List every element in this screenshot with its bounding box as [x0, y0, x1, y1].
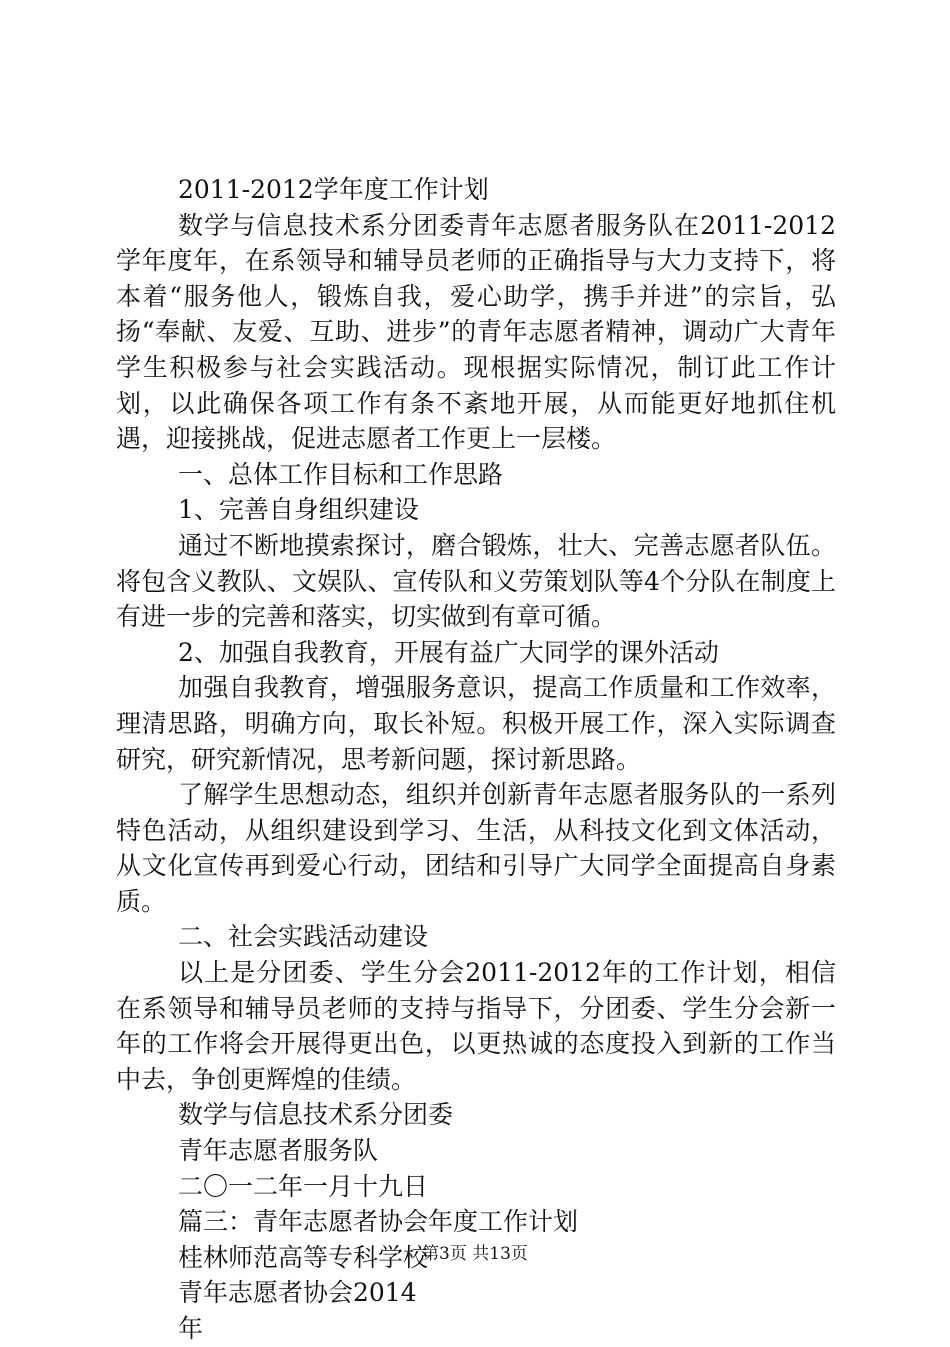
chapter-heading: 篇三：青年志愿者协会年度工作计划 — [178, 1207, 579, 1237]
signature-date: 二〇一二年一月十九日 — [178, 1171, 429, 1201]
subsection-heading-1: 1、完善自身组织建设 — [178, 495, 419, 525]
year-fragment: 年 — [178, 1314, 204, 1343]
subsection-heading-2: 2、加强自我教育，开展有益广大同学的课外活动 — [178, 637, 719, 667]
paragraph-student-activities: 了解学生思想动态，组织并创新青年志愿者服务队的一系列特色活动，从组织建设到学习、生活，从科技文化到文体活动，从文化宣传再到爱心行动，团结和引导广大同学全面提高自身素质。 — [116, 780, 836, 916]
document-body — [116, 172, 836, 1347]
section-heading-2: 二、社会实践活动建设 — [178, 922, 429, 952]
paragraph-conclusion: 以上是分团委、学生分会2011-2012年的工作计划，相信在系领导和辅导员老师的支持与指导下，分团委、学生分会新一年的工作将会开展得更出色，以更热诚的态度投入到新的工作当中去，争创更辉煌的佳绩。 — [116, 958, 836, 1094]
school-name: 桂林师范高等专科学校 — [178, 1242, 429, 1272]
association-year: 青年志愿者协会2014 — [178, 1278, 417, 1308]
document-title: 2011-2012学年度工作计划 — [178, 175, 489, 204]
section-heading-1: 一、总体工作目标和工作思路 — [178, 459, 504, 489]
signature-team: 青年志愿者服务队 — [178, 1136, 379, 1166]
paragraph-intro: 数学与信息技术系分团委青年志愿者服务队在2011-2012学年度年，在系领导和辅导员老师的正确指导与大力支持下，将本着“服务他人，锻炼自我，爱心助学，携手并进”的宗旨，弘扬“奉献、友爱、互助、进步”的青年志愿者精神，调动广大青年学生积极参与社会实践活动。现根据实际情况，制订此工作计划，以此确保各项工作有条不紊地开展，从而能更好地抓住机遇，迎接挑战，促进志愿者工作更上一层楼。 — [116, 210, 836, 454]
paragraph-self-education: 加强自我教育，增强服务意识，提高工作质量和工作效率，理清思路，明确方向，取长补短。积极开展工作，深入实际调查研究，研究新情况，思考新问题，探讨新思路。 — [116, 673, 836, 774]
signature-department: 数学与信息技术系分团委 — [178, 1100, 454, 1130]
page-footer: 第3页 共13页 — [422, 1244, 528, 1264]
paragraph-organization: 通过不断地摸索探讨，磨合锻炼，壮大、完善志愿者队伍。将包含义教队、文娱队、宣传队和义劳策划队等4个分队在制度上有进一步的完善和落实，切实做到有章可循。 — [116, 530, 836, 632]
